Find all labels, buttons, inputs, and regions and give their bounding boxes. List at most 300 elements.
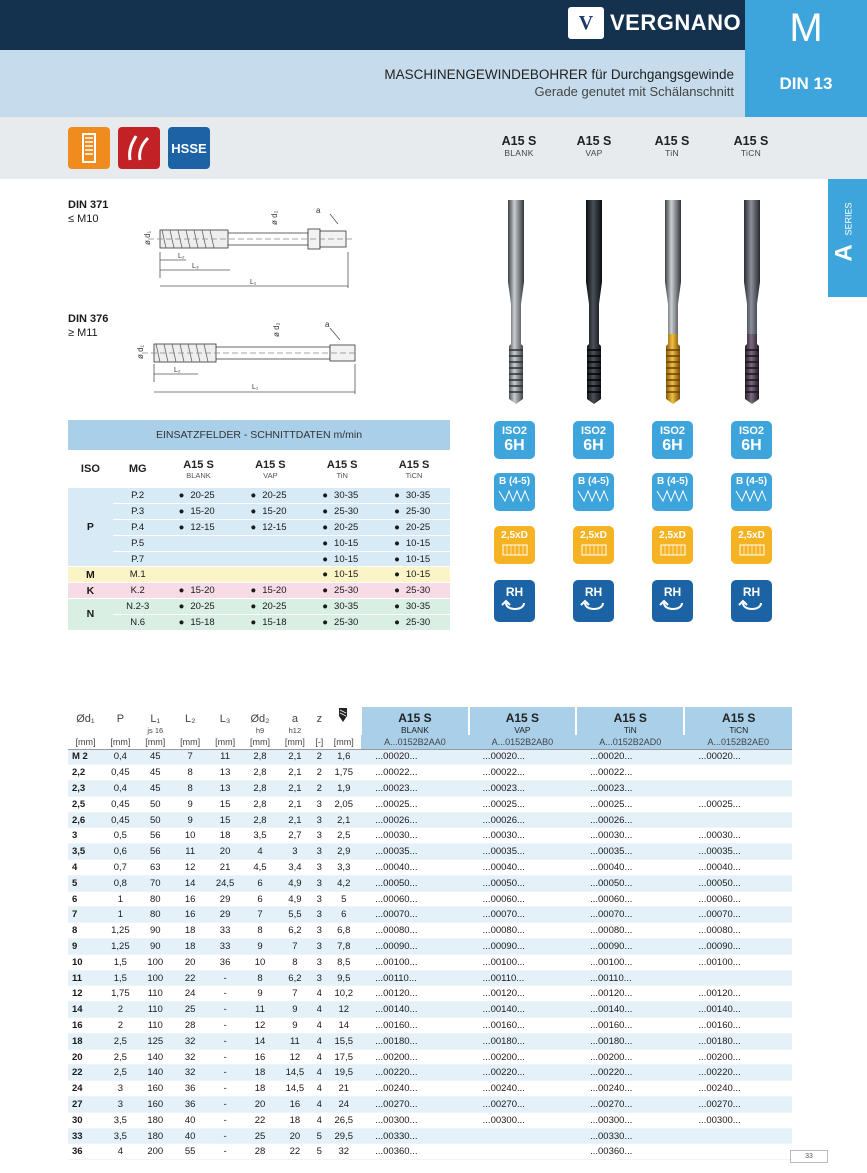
dimension-cell: 13 [208, 765, 243, 781]
dimension-cell: 32 [173, 1033, 208, 1049]
dimension-cell: 2 [312, 765, 326, 781]
cutting-speed: ● 15-20 [234, 583, 306, 599]
dimension-cell: 18 [277, 1112, 312, 1128]
article-code: ...00100... [361, 954, 468, 970]
dimension-cell: 9 [173, 796, 208, 812]
unit: [mm] [173, 735, 208, 749]
cutting-row [68, 583, 450, 599]
col-core-drill [326, 707, 361, 725]
cutting-speed: ● 20-25 [234, 488, 306, 504]
bullet-icon: ● [394, 553, 400, 565]
material-group: M.1 [113, 567, 163, 583]
col-l3: L₃ [208, 707, 243, 725]
depth-badge-2: 2,5xD [573, 526, 614, 564]
dimension-cell: 3 [312, 812, 326, 828]
thread-size: 10 [68, 954, 103, 970]
article-code: ...00060... [469, 891, 576, 907]
dimension-cell: 11 [208, 749, 243, 765]
dimension-cell: 6,2 [277, 970, 312, 986]
thread-size: 2,3 [68, 781, 103, 797]
article-code: ...00180... [469, 1033, 576, 1049]
cutting-speed [163, 551, 235, 567]
article-code: ...00023... [576, 781, 684, 797]
bullet-icon: ● [250, 585, 257, 597]
dimension-cell: 8,5 [326, 954, 361, 970]
dimension-cell: 20 [243, 1097, 278, 1113]
dimension-cell: 5 [326, 891, 361, 907]
table-row [68, 1002, 792, 1018]
bullet-icon: ● [178, 521, 185, 533]
dimension-cell: 90 [138, 923, 173, 939]
iso-group: P [68, 488, 113, 567]
dimension-cell: 110 [138, 1002, 173, 1018]
dimension-cell: 4 [243, 844, 278, 860]
dimension-cell: 63 [138, 860, 173, 876]
table-row [68, 844, 792, 860]
chamfer-badge-4: B (4-5) [731, 473, 772, 511]
article-code: ...00330... [361, 1128, 468, 1144]
unit: [mm] [68, 735, 103, 749]
bullet-icon: ● [394, 616, 400, 628]
table-row [68, 923, 792, 939]
article-code: ...00120... [469, 986, 576, 1002]
article-code: ...00110... [361, 970, 468, 986]
dimension-cell: 24 [173, 986, 208, 1002]
col-a: a [277, 707, 312, 725]
cutting-speed [163, 567, 235, 583]
bullet-icon: ● [178, 585, 185, 597]
dimension-cell: 80 [138, 891, 173, 907]
dimension-cell: 2,8 [243, 796, 278, 812]
cutting-speed: ● 10-15 [306, 551, 378, 567]
dimension-cell: 8 [173, 781, 208, 797]
order-code-3: A...0152B2AD0 [576, 735, 684, 749]
page-title: MASCHINENGEWINDEBOHRER für Durchgangsgewinde [384, 67, 734, 82]
series-tab: SERIES A [828, 179, 867, 297]
cutting-table-title: EINSATZFELDER - SCHNITTDATEN m/min [68, 420, 450, 450]
article-code [684, 765, 792, 781]
table-row [68, 860, 792, 876]
dimension-cell: 2,1 [277, 749, 312, 765]
dimension-cell: 4,9 [277, 875, 312, 891]
dimension-cell: 10 [243, 954, 278, 970]
article-code: ...00140... [576, 1002, 684, 1018]
article-code: ...00023... [469, 781, 576, 797]
article-code: ...00240... [361, 1081, 468, 1097]
unit: [-] [312, 735, 326, 749]
cutting-speed: ● 25-30 [378, 504, 450, 520]
dimension-cell: 15,5 [326, 1033, 361, 1049]
dimension-cell: 14 [243, 1033, 278, 1049]
thread-size: 22 [68, 1065, 103, 1081]
article-code: ...00100... [684, 954, 792, 970]
dimension-cell: 56 [138, 844, 173, 860]
article-code: ...00300... [576, 1112, 684, 1128]
chamfer-thread-icon [655, 489, 691, 503]
article-code [684, 970, 792, 986]
dimension-cell: 4 [312, 1018, 326, 1034]
article-code: ...00220... [469, 1065, 576, 1081]
dimension-cell: 25 [173, 1002, 208, 1018]
material-badge: HSSE [168, 127, 210, 169]
article-code: ...00070... [361, 907, 468, 923]
dimension-cell: 24 [326, 1097, 361, 1113]
dimension-cell: 12 [243, 1018, 278, 1034]
article-code [684, 1144, 792, 1160]
bullet-icon: ● [394, 600, 400, 612]
article-code: ...00180... [684, 1033, 792, 1049]
dimension-cell: 7 [277, 986, 312, 1002]
dimension-cell: 4 [312, 1065, 326, 1081]
dimension-cell: 18 [173, 939, 208, 955]
dimension-cell: - [208, 986, 243, 1002]
label-l1: L₁ [250, 279, 257, 286]
dimension-cell: 2,5 [103, 1033, 138, 1049]
dimension-cell: - [208, 1002, 243, 1018]
dimension-cell: 4 [312, 1049, 326, 1065]
article-code: ...00020... [469, 749, 576, 765]
dimension-cell: 14,5 [277, 1081, 312, 1097]
dimension-cell: 0,5 [103, 828, 138, 844]
cutting-row [68, 599, 450, 615]
article-code: ...00040... [469, 860, 576, 876]
article-code: ...00070... [684, 907, 792, 923]
cutting-speed: ● 12-15 [234, 520, 306, 536]
dimension-cell: 160 [138, 1081, 173, 1097]
article-code [684, 812, 792, 828]
label-a-376: a [325, 320, 330, 329]
bullet-icon: ● [322, 537, 329, 549]
depth-hole-icon [734, 543, 770, 557]
iso-tolerance-badge-4: ISO2 6H [731, 421, 772, 459]
article-code: ...00270... [469, 1097, 576, 1113]
col-d2: Ød₂ [243, 707, 278, 725]
dimension-cell: 0,4 [103, 749, 138, 765]
thread-size: M 2 [68, 749, 103, 765]
dimension-cell: 1,5 [103, 970, 138, 986]
dimension-cell: 3 [277, 844, 312, 860]
head-mg: MG [128, 463, 147, 475]
article-code: ...00220... [576, 1065, 684, 1081]
dimension-cell: 18 [208, 828, 243, 844]
dimension-cell: 22 [277, 1144, 312, 1160]
dimension-cell: 2 [103, 1018, 138, 1034]
dimension-cell: 3 [312, 954, 326, 970]
dimension-cell: 9 [243, 939, 278, 955]
article-code: ...00140... [469, 1002, 576, 1018]
bullet-icon: ● [250, 490, 257, 502]
dimension-cell: 22 [173, 970, 208, 986]
tol-l1: js 16 [138, 725, 173, 735]
article-code: ...00070... [469, 907, 576, 923]
dimension-cell: 6 [326, 907, 361, 923]
dimension-cell: 16 [173, 891, 208, 907]
dimension-cell: 26,5 [326, 1112, 361, 1128]
dimension-cell: 4,5 [243, 860, 278, 876]
bullet-icon: ● [394, 585, 400, 597]
label-l2: L₂ [178, 253, 185, 260]
table-row [68, 796, 792, 812]
table-row [68, 907, 792, 923]
dimension-cell: 4,2 [326, 875, 361, 891]
dimension-cell: 12 [277, 1049, 312, 1065]
thread-size: 2,5 [68, 796, 103, 812]
article-code: ...00110... [469, 970, 576, 986]
article-code [684, 1128, 792, 1144]
article-code: ...00030... [684, 828, 792, 844]
dimension-cell: - [208, 1033, 243, 1049]
dimension-cell: 3 [312, 875, 326, 891]
dimension-cell: 2,1 [277, 781, 312, 797]
dimension-cell: 2,8 [243, 812, 278, 828]
through-hole-icon [68, 127, 110, 169]
dimension-cell: 50 [138, 812, 173, 828]
dimension-cell: 0,45 [103, 812, 138, 828]
bullet-icon: ● [322, 521, 329, 533]
dimension-cell: 3 [103, 1097, 138, 1113]
article-code: ...00180... [576, 1033, 684, 1049]
bullet-icon: ● [178, 506, 185, 518]
iso-group: M [68, 567, 113, 583]
chip-icon [118, 127, 160, 169]
page-subtitle: Gerade genutet mit Schälanschnitt [534, 84, 734, 99]
dimension-cell: 100 [138, 970, 173, 986]
din376-drawing [130, 316, 362, 398]
col-l1: L₁ [138, 707, 173, 725]
article-code: ...00140... [684, 1002, 792, 1018]
depth-badge-4: 2,5xD [731, 526, 772, 564]
dimension-cell: 45 [138, 781, 173, 797]
dimension-cell: 6 [243, 891, 278, 907]
dimension-cell: 36 [173, 1097, 208, 1113]
article-code: ...00160... [361, 1018, 468, 1034]
article-code: ...00035... [684, 844, 792, 860]
dimension-cell: 110 [138, 986, 173, 1002]
dimension-cell: 19,5 [326, 1065, 361, 1081]
thread-size: 4 [68, 860, 103, 876]
thread-size: 3 [68, 828, 103, 844]
table-row [68, 828, 792, 844]
head-col-4: A15 S TiCN [398, 458, 430, 480]
bullet-icon: ● [322, 569, 329, 581]
iso-group: N [68, 599, 113, 631]
dimension-cell: 1,9 [326, 781, 361, 797]
article-code: ...00030... [361, 828, 468, 844]
dimension-cell: 2,9 [326, 844, 361, 860]
dimension-cell: 18 [173, 923, 208, 939]
dimensions-table [68, 707, 792, 1160]
unit: [mm] [243, 735, 278, 749]
dimension-cell: 11 [277, 1033, 312, 1049]
article-code: ...00040... [684, 860, 792, 876]
dimension-cell: - [208, 1144, 243, 1160]
column-head-2: A15 S VAP [576, 134, 612, 158]
dimension-cell: 45 [138, 765, 173, 781]
material-group: P.7 [113, 551, 163, 567]
table-row [68, 954, 792, 970]
dimension-cell: 70 [138, 875, 173, 891]
dimension-cell: 3 [312, 844, 326, 860]
thread-size: 30 [68, 1112, 103, 1128]
label-a: a [316, 206, 321, 215]
article-code: ...00026... [361, 812, 468, 828]
label-l2-376: L₂ [174, 367, 181, 374]
dimension-cell: 80 [138, 907, 173, 923]
dimension-cell: 40 [173, 1112, 208, 1128]
cutting-speed: ● 15-18 [234, 614, 306, 630]
thread-size: 12 [68, 986, 103, 1002]
dimension-cell: 2,5 [103, 1065, 138, 1081]
article-code: ...00240... [684, 1081, 792, 1097]
thread-size: 20 [68, 1049, 103, 1065]
dimension-cell: 2,8 [243, 765, 278, 781]
dimension-cell: 1,5 [103, 954, 138, 970]
article-code: ...00025... [684, 796, 792, 812]
article-code [469, 1128, 576, 1144]
table-row [68, 1033, 792, 1049]
article-code: ...00120... [361, 986, 468, 1002]
dimension-cell: 14 [326, 1018, 361, 1034]
article-code: ...00026... [469, 812, 576, 828]
dimension-cell: 32 [173, 1049, 208, 1065]
cutting-speed [234, 535, 306, 551]
table-row [68, 1144, 792, 1160]
article-code: ...00100... [576, 954, 684, 970]
bullet-icon: ● [250, 521, 257, 533]
table-row [68, 1018, 792, 1034]
unit: [mm] [326, 735, 361, 749]
table-row [68, 1065, 792, 1081]
right-hand-badge-4: RH [731, 580, 772, 622]
chamfer-badge-2: B (4-5) [573, 473, 614, 511]
dimension-cell: 1 [103, 891, 138, 907]
cutting-speed: ● 15-20 [234, 504, 306, 520]
dimension-cell: 90 [138, 939, 173, 955]
dimension-cell: 3 [312, 828, 326, 844]
cutting-speed: ● 25-30 [306, 583, 378, 599]
cutting-speed: ● 20-25 [163, 599, 235, 615]
dimension-cell: - [208, 1081, 243, 1097]
head-col-3: A15 S TiN [326, 458, 358, 480]
table-row [68, 1049, 792, 1065]
article-code: ...00080... [361, 923, 468, 939]
label-l3: L₃ [192, 263, 199, 270]
dimension-cell: 50 [138, 796, 173, 812]
cutting-speed: ● 20-25 [234, 599, 306, 615]
dimension-cell: 11 [243, 1002, 278, 1018]
order-code-2: A...0152B2AB0 [469, 735, 576, 749]
dimension-cell: 29 [208, 891, 243, 907]
iso-tolerance-badge-1: ISO2 6H [494, 421, 535, 459]
order-code-4: A...0152B2AE0 [684, 735, 792, 749]
bullet-icon: ● [322, 585, 329, 597]
dimension-cell: 2,1 [277, 812, 312, 828]
bullet-icon: ● [250, 506, 257, 518]
right-hand-badge-1: RH [494, 580, 535, 622]
article-code: ...00050... [469, 875, 576, 891]
dimension-cell: 0,7 [103, 860, 138, 876]
material-group: K.2 [113, 583, 163, 599]
dimension-cell: 100 [138, 954, 173, 970]
depth-hole-icon [655, 543, 691, 557]
page-number: 33 [790, 1150, 828, 1163]
article-code: ...00220... [684, 1065, 792, 1081]
depth-badge-3: 2,5xD [652, 526, 693, 564]
dimension-cell: 9 [277, 1018, 312, 1034]
article-code: ...00022... [469, 765, 576, 781]
table-row [68, 1112, 792, 1128]
dimension-cell: 2,8 [243, 749, 278, 765]
cutting-speed: ● 20-25 [378, 520, 450, 536]
tap-image-tin [655, 194, 691, 406]
thread-size: 36 [68, 1144, 103, 1160]
cutting-row [68, 504, 450, 520]
dimension-cell: 1 [103, 907, 138, 923]
dimension-cell: 20 [277, 1128, 312, 1144]
article-code: ...00060... [576, 891, 684, 907]
brand-name: VERGNANO [610, 10, 742, 35]
article-code: ...00360... [361, 1144, 468, 1160]
rotation-arrow-icon [579, 599, 609, 613]
dimension-cell: 36 [173, 1081, 208, 1097]
cutting-data-table [68, 420, 450, 631]
column-head-4: A15 S TiCN [733, 134, 769, 158]
dimension-cell: 7,8 [326, 939, 361, 955]
dimension-cell: 2,7 [277, 828, 312, 844]
dimension-cell: 1,25 [103, 939, 138, 955]
order-code-1: A...0152B2AA0 [361, 735, 468, 749]
cutting-speed: ● 10-15 [378, 551, 450, 567]
dimension-cell: 9 [243, 986, 278, 1002]
article-code: ...00080... [576, 923, 684, 939]
article-code: ...00090... [361, 939, 468, 955]
col-code-2: A15 S VAP [469, 707, 576, 735]
cutting-speed: ● 30-35 [306, 488, 378, 504]
tap-image-vap [576, 194, 612, 406]
article-code: ...00110... [576, 970, 684, 986]
dimension-cell: 7 [243, 907, 278, 923]
cutting-speed: ● 30-35 [378, 599, 450, 615]
dimension-cell: 180 [138, 1128, 173, 1144]
dimension-cell: 2 [312, 781, 326, 797]
cutting-speed: ● 30-35 [378, 488, 450, 504]
dimension-cell: 36 [208, 954, 243, 970]
dimension-cell: 18 [243, 1065, 278, 1081]
dimension-cell: 2,1 [277, 796, 312, 812]
dimension-cell: 21 [326, 1081, 361, 1097]
label-d2: ø d₂ [270, 210, 279, 225]
head-iso: ISO [80, 463, 100, 475]
head-col-1: A15 S BLANK [183, 458, 214, 480]
bullet-icon: ● [322, 616, 329, 628]
tap-image-blank [498, 194, 534, 406]
article-code: ...00240... [469, 1081, 576, 1097]
dimension-cell: 5 [312, 1128, 326, 1144]
bullet-icon: ● [250, 616, 257, 628]
chamfer-thread-icon [734, 489, 770, 503]
dimension-cell: 5 [312, 1144, 326, 1160]
article-code: ...00330... [576, 1128, 684, 1144]
article-code: ...00050... [576, 875, 684, 891]
dimension-cell: - [208, 1049, 243, 1065]
thread-size: 16 [68, 1018, 103, 1034]
article-code: ...00035... [576, 844, 684, 860]
dimension-cell: 2 [312, 749, 326, 765]
cutting-row [68, 520, 450, 536]
rotation-arrow-icon [500, 599, 530, 613]
cutting-speed: ● 12-15 [163, 520, 235, 536]
cutting-speed [234, 551, 306, 567]
